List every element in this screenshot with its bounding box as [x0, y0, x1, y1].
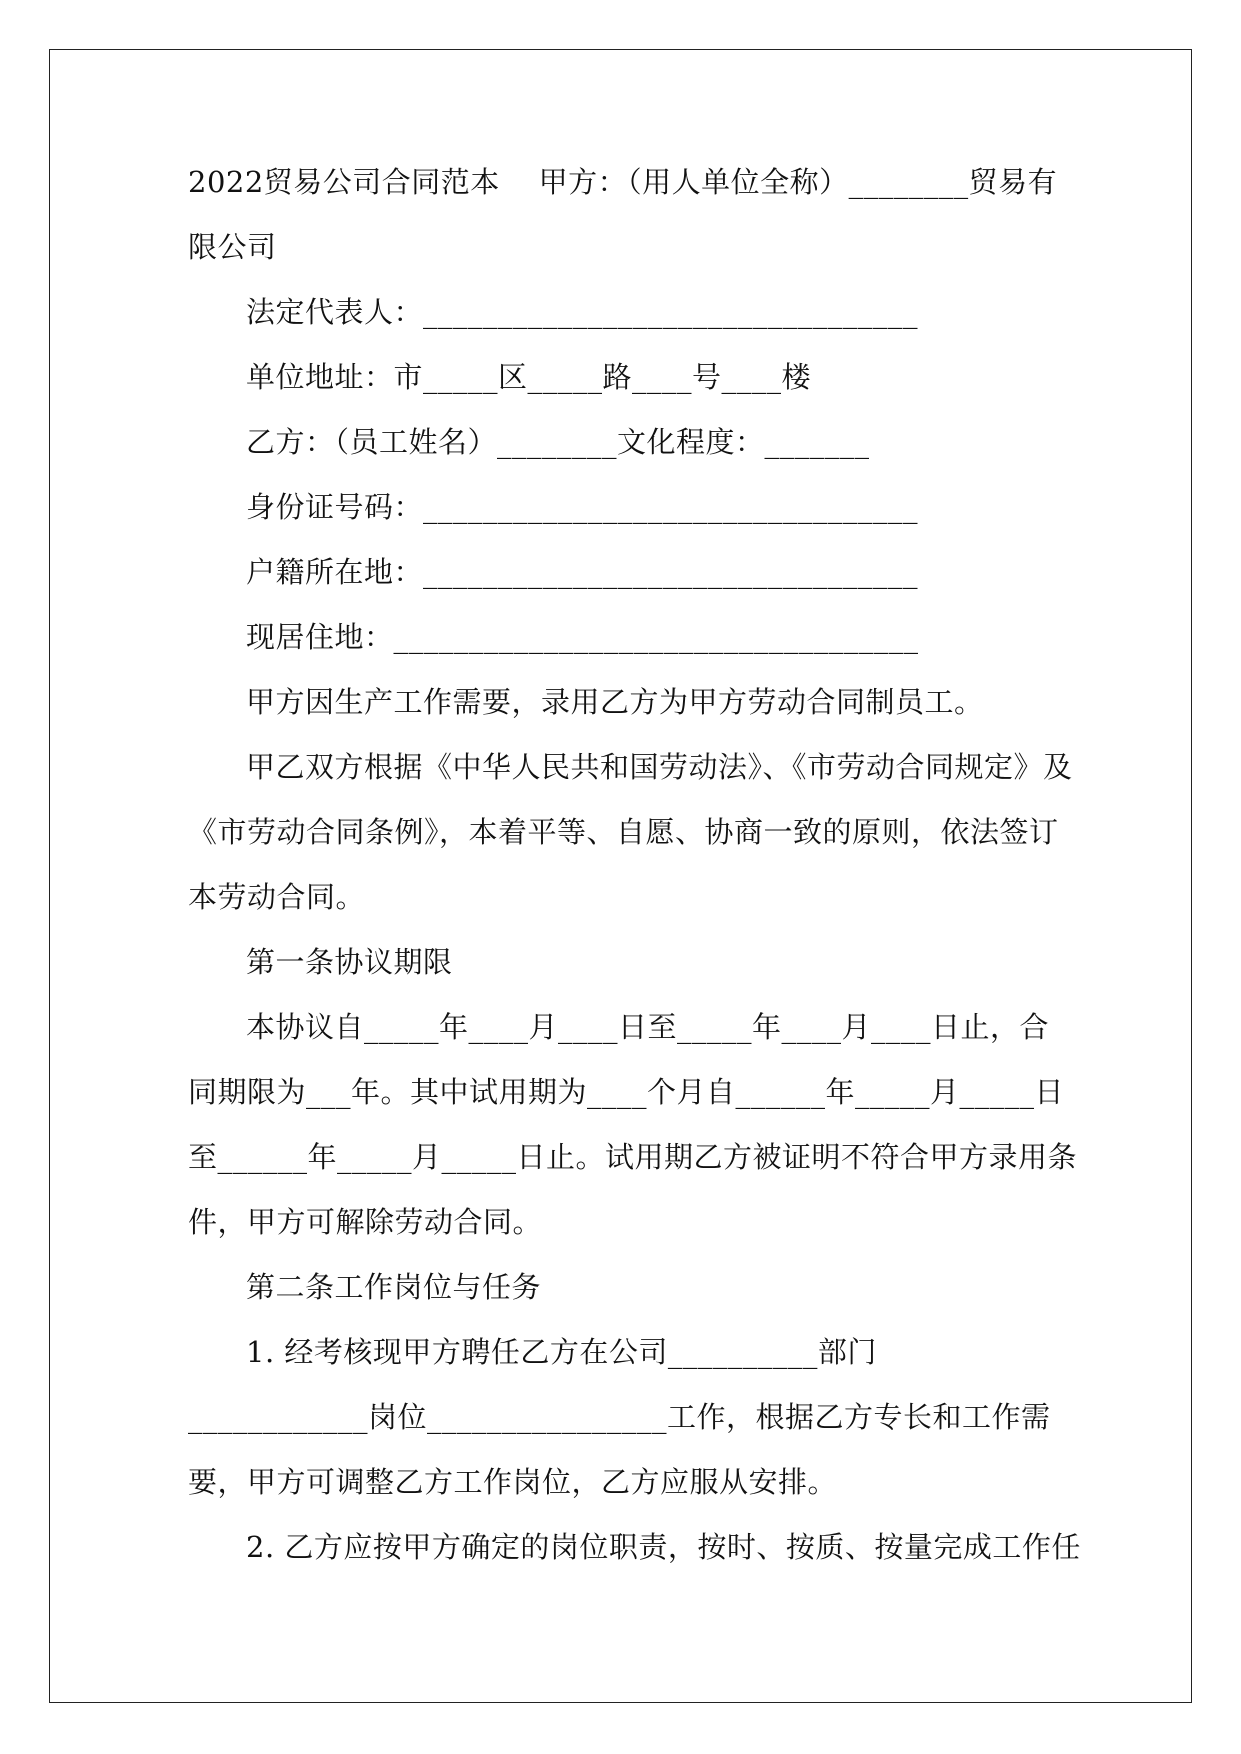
- company-address-field: 单位地址：市_____区_____路____号____楼: [246, 360, 812, 394]
- party-a-name-continuation: 限公司: [188, 230, 277, 264]
- position-item-1: 1. 经考核现甲方聘任乙方在公司__________部门: [246, 1335, 877, 1369]
- position-item-1-cont: ____________岗位________________工作，根据乙方专长和工作需: [188, 1400, 1051, 1434]
- article-2-heading: 第二条工作岗位与任务: [246, 1270, 542, 1304]
- position-item-2: 2. 乙方应按甲方确定的岗位职责，按时、按质、按量完成工作任: [246, 1530, 1081, 1564]
- party-b-name-education-field: 乙方：（员工姓名）________文化程度：_______: [246, 425, 870, 459]
- document-body: [188, 150, 1081, 1580]
- hiring-statement: 甲方因生产工作需要，录用乙方为甲方劳动合同制员工。: [246, 685, 984, 719]
- legal-basis-paragraph-end: 本劳动合同。: [188, 880, 366, 914]
- household-registration-field: 户籍所在地：_________________________________: [246, 555, 919, 589]
- article-1-heading: 第一条协议期限: [246, 945, 453, 979]
- term-paragraph: 本协议自_____年____月____日至_____年____月____日止，合: [246, 1010, 1050, 1044]
- legal-basis-paragraph-cont: 《市劳动合同条例》，本着平等、自愿、协商一致的原则，依法签订: [188, 815, 1059, 849]
- legal-representative-field: 法定代表人：_________________________________: [246, 295, 919, 329]
- title-line: 2022贸易公司合同范本 甲方：（用人单位全称）________贸易有: [188, 165, 1058, 199]
- legal-basis-paragraph: 甲乙双方根据《中华人民共和国劳动法》、《市劳动合同规定》及: [246, 750, 1073, 784]
- term-paragraph-cont-2: 至______年_____月_____日止。试用期乙方被证明不符合甲方录用条: [188, 1140, 1078, 1174]
- id-number-field: 身份证号码：_________________________________: [246, 490, 919, 524]
- position-item-1-end: 要，甲方可调整乙方工作岗位，乙方应服从安排。: [188, 1465, 838, 1499]
- term-paragraph-end: 件，甲方可解除劳动合同。: [188, 1205, 543, 1239]
- term-paragraph-cont: 同期限为___年。其中试用期为____个月自______年_____月_____日: [188, 1075, 1065, 1109]
- current-residence-field: 现居住地：___________________________________: [246, 620, 919, 654]
